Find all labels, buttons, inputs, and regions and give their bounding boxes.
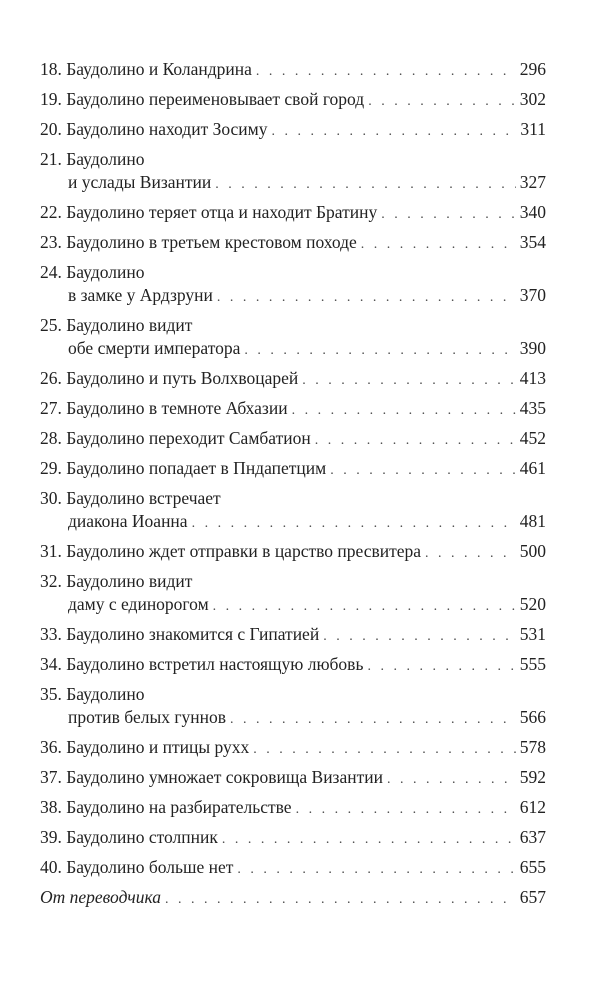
toc-entry-line bbox=[40, 653, 546, 678]
toc-entry-line bbox=[40, 397, 546, 422]
toc-page-number: 520 bbox=[519, 594, 546, 614]
dot-leader bbox=[296, 798, 516, 821]
dot-leader bbox=[165, 888, 516, 911]
toc-entry-line bbox=[40, 427, 546, 452]
toc-page-number: 592 bbox=[519, 767, 546, 787]
toc-entry-line bbox=[40, 284, 546, 309]
toc-page-number: 327 bbox=[519, 172, 546, 192]
toc-entry-title: против белых гуннов bbox=[68, 707, 227, 727]
toc-page-number: 296 bbox=[519, 59, 546, 79]
toc-entry-line bbox=[40, 118, 546, 143]
toc-page-number: 370 bbox=[519, 285, 546, 305]
dot-leader bbox=[253, 738, 516, 761]
toc-entry-line bbox=[40, 58, 546, 83]
dot-leader bbox=[222, 828, 516, 851]
toc-entry bbox=[40, 367, 546, 392]
dot-leader bbox=[244, 339, 515, 362]
table-of-contents bbox=[40, 58, 546, 916]
toc-entry bbox=[40, 623, 546, 648]
toc-entry-title: 19. Баудолино переименовывает свой город bbox=[40, 89, 365, 109]
toc-entry-title: в замке у Ардзруни bbox=[68, 285, 213, 305]
toc-entry-line bbox=[40, 367, 546, 392]
toc-page-number: 302 bbox=[519, 89, 546, 109]
toc-entry bbox=[40, 314, 546, 362]
dot-leader bbox=[292, 399, 516, 422]
toc-entry-title: 29. Баудолино попадает в Пндапетцим bbox=[40, 458, 327, 478]
dot-leader bbox=[217, 286, 516, 309]
toc-entry bbox=[40, 570, 546, 618]
toc-entry-title: 25. Баудолино видит bbox=[40, 315, 193, 335]
toc-entry bbox=[40, 148, 546, 196]
toc-entry-title: 38. Баудолино на разбирательстве bbox=[40, 797, 292, 817]
toc-entry bbox=[40, 683, 546, 731]
toc-entry-line bbox=[40, 231, 546, 256]
toc-entry-line bbox=[40, 593, 546, 618]
toc-entry-title: 36. Баудолино и птицы рухх bbox=[40, 737, 250, 757]
toc-entry bbox=[40, 457, 546, 482]
toc-entry-title: 28. Баудолино переходит Самбатион bbox=[40, 428, 311, 448]
toc-entry-line bbox=[40, 826, 546, 851]
dot-leader bbox=[256, 60, 516, 83]
toc-entry-line bbox=[40, 88, 546, 113]
dot-leader bbox=[237, 858, 515, 881]
toc-entry-line bbox=[40, 510, 546, 535]
dot-leader bbox=[361, 233, 516, 256]
toc-page-number: 435 bbox=[519, 398, 546, 418]
toc-page-number: 578 bbox=[519, 737, 546, 757]
toc-entry-line bbox=[40, 201, 546, 226]
toc-entry bbox=[40, 487, 546, 535]
toc-entry-line bbox=[40, 540, 546, 565]
toc-page-number: 657 bbox=[519, 887, 546, 907]
dot-leader bbox=[315, 429, 516, 452]
toc-entry-title: 35. Баудолино bbox=[40, 684, 145, 704]
toc-entry-title: диакона Иоанна bbox=[68, 511, 188, 531]
dot-leader bbox=[272, 120, 517, 143]
toc-entry bbox=[40, 826, 546, 851]
toc-entry-line bbox=[40, 706, 546, 731]
toc-entry-line bbox=[40, 796, 546, 821]
toc-entry-line bbox=[40, 856, 546, 881]
dot-leader bbox=[330, 459, 516, 482]
toc-page-number: 481 bbox=[519, 511, 546, 531]
toc-entry bbox=[40, 58, 546, 83]
toc-page-number: 461 bbox=[519, 458, 546, 478]
dot-leader bbox=[387, 768, 516, 791]
toc-entry-title: 26. Баудолино и путь Волхвоцарей bbox=[40, 368, 299, 388]
toc-entry bbox=[40, 427, 546, 452]
toc-entry-title: 21. Баудолино bbox=[40, 149, 145, 169]
dot-leader bbox=[368, 90, 516, 113]
toc-entry-title: 40. Баудолино больше нет bbox=[40, 857, 234, 877]
toc-entry-title: даму с единорогом bbox=[68, 594, 209, 614]
dot-leader bbox=[192, 512, 516, 535]
toc-entry bbox=[40, 540, 546, 565]
toc-entry-title: 23. Баудолино в третьем крестовом походе bbox=[40, 232, 357, 252]
toc-entry-title: 37. Баудолино умножает сокровища Византии bbox=[40, 767, 383, 787]
toc-entry-title: 33. Баудолино знакомится с Гипатией bbox=[40, 624, 320, 644]
toc-page-number: 531 bbox=[519, 624, 546, 644]
toc-page-number: 340 bbox=[519, 202, 546, 222]
toc-entry-title: 22. Баудолино теряет отца и находит Братину bbox=[40, 202, 378, 222]
dot-leader bbox=[213, 595, 516, 618]
toc-entry-title: 32. Баудолино видит bbox=[40, 571, 193, 591]
toc-entry bbox=[40, 766, 546, 791]
dot-leader bbox=[425, 542, 516, 565]
toc-entry-title: 30. Баудолино встречает bbox=[40, 488, 221, 508]
toc-page-number: 566 bbox=[519, 707, 546, 727]
toc-entry-line bbox=[40, 766, 546, 791]
toc-entry-title: 27. Баудолино в темноте Абхазии bbox=[40, 398, 288, 418]
toc-entry-title: 20. Баудолино находит Зосиму bbox=[40, 119, 268, 139]
dot-leader bbox=[323, 625, 516, 648]
toc-entry bbox=[40, 796, 546, 821]
toc-afterword bbox=[40, 886, 546, 911]
toc-page-number: 311 bbox=[520, 119, 546, 139]
toc-entry bbox=[40, 231, 546, 256]
dot-leader bbox=[381, 203, 515, 226]
toc-page-number: 612 bbox=[519, 797, 546, 817]
toc-entry-line bbox=[40, 736, 546, 761]
toc-entry-title: От переводчика bbox=[40, 887, 162, 907]
toc-entry-line bbox=[40, 337, 546, 362]
toc-entry-line bbox=[40, 457, 546, 482]
toc-page-number: 500 bbox=[519, 541, 546, 561]
toc-page-number: 655 bbox=[519, 857, 546, 877]
dot-leader bbox=[367, 655, 515, 678]
toc-entry-line bbox=[40, 623, 546, 648]
toc-entry bbox=[40, 736, 546, 761]
dot-leader bbox=[230, 708, 516, 731]
toc-entry-title: 31. Баудолино ждет отправки в царство пресвитера bbox=[40, 541, 422, 561]
toc-entry bbox=[40, 653, 546, 678]
toc-page-number: 637 bbox=[519, 827, 546, 847]
toc-entry bbox=[40, 397, 546, 422]
toc-afterword-line bbox=[40, 886, 546, 911]
toc-page-number: 413 bbox=[519, 368, 546, 388]
toc-entry-title: 24. Баудолино bbox=[40, 262, 145, 282]
toc-page-number: 390 bbox=[519, 338, 546, 358]
toc-entry-title: 34. Баудолино встретил настоящую любовь bbox=[40, 654, 364, 674]
dot-leader bbox=[302, 369, 515, 392]
toc-entry-title: и услады Византии bbox=[68, 172, 212, 192]
toc-entry bbox=[40, 856, 546, 881]
toc-entry bbox=[40, 88, 546, 113]
toc-page-number: 354 bbox=[519, 232, 546, 252]
toc-entry bbox=[40, 201, 546, 226]
toc-entry bbox=[40, 261, 546, 309]
toc-entry-title: 18. Баудолино и Коландрина bbox=[40, 59, 252, 79]
toc-entry-line bbox=[40, 171, 546, 196]
toc-page-number: 555 bbox=[519, 654, 546, 674]
dot-leader bbox=[215, 173, 515, 196]
toc-entry-title: обе смерти императора bbox=[68, 338, 241, 358]
toc-page-number: 452 bbox=[519, 428, 546, 448]
toc-entry-title: 39. Баудолино столпник bbox=[40, 827, 218, 847]
toc-entry bbox=[40, 118, 546, 143]
